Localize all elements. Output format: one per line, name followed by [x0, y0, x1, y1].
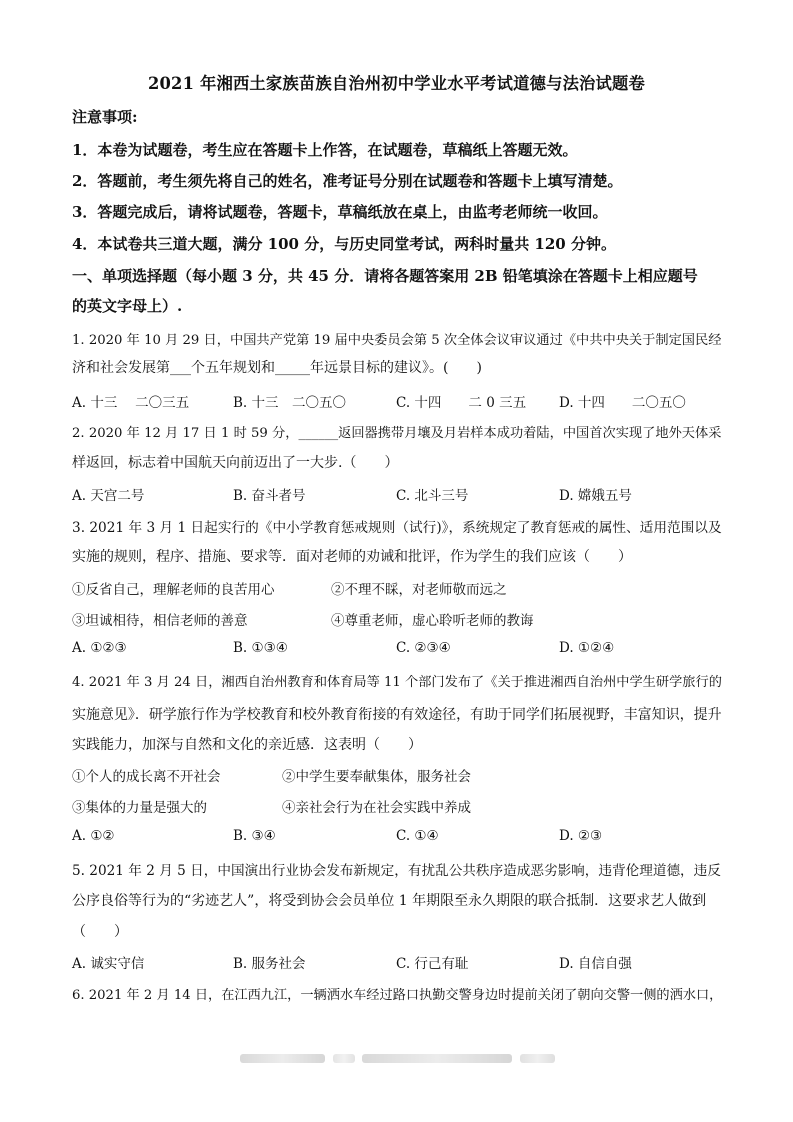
question-2-option-a: A. 天宫二号	[72, 488, 145, 504]
question-1-stem: 1. 2020 年 10 月 29 日，中国共产党第 19 届中央委员会第 5 次全体会议审议通过《中共中央关于制定国民经	[72, 333, 722, 348]
question-4-stem: 4. 2021 年 3 月 24 日，湘西自治州教育和体育局等 11 个部门发布了《关于推进湘西自治州中学生研学旅行的	[72, 675, 722, 690]
question-4-option-d: D. ②③	[559, 828, 603, 844]
question-5-option-a: A. 诚实守信	[72, 956, 145, 972]
question-3-stem-cont: 实施的规则，程序、措施、要求等．面对老师的劝诫和批评，作为学生的我们应该（ ）	[72, 549, 632, 565]
question-3-statement: ②不理不睬，对老师敬而远之	[331, 582, 507, 598]
question-3-option-c: C. ②③④	[396, 640, 451, 656]
question-1-option-d: D. 十四 二〇五〇	[559, 395, 686, 411]
question-4-stem-cont: 实施意见》．研学旅行作为学校教育和校外教育衔接的有效途径，有助于同学们拓展视野，丰富知识，提升	[72, 707, 722, 723]
question-1-option-b: B. 十三 二〇五〇	[233, 395, 347, 411]
question-5-stem-cont: （ ）	[72, 924, 128, 940]
question-4-option-b: B. ③④	[233, 828, 276, 844]
section-heading: 一、单项选择题（每小题 3 分，共 45 分．请将各题答案用 2B 铅笔填涂在答题卡上相应题号	[72, 267, 698, 285]
question-1-stem-cont: 济和社会发展第___个五年规划和_____年远景目标的建议》。( )	[72, 360, 482, 376]
question-2-stem-cont: 样返回，标志着中国航天向前迈出了一大步.（ ）	[72, 455, 399, 471]
question-3-option-b: B. ①③④	[233, 640, 288, 656]
question-4-statement: ④亲社会行为在社会实践中养成	[282, 800, 471, 816]
question-4-option-a: A. ①②	[72, 828, 115, 844]
question-2-stem: 2. 2020 年 12 月 17 日 1 时 59 分，______返回器携带月壤及月岩样本成功着陆，中国首次实现了地外天体采	[72, 426, 722, 441]
question-2-option-c: C. 北斗三号	[396, 488, 469, 504]
question-6-stem: 6. 2021 年 2 月 14 日，在江西九江，一辆洒水车经过路口执勤交警身边时提前关闭了朝向交警一侧的洒水口，	[72, 988, 723, 1003]
question-3-stem: 3. 2021 年 3 月 1 日起实行的《中小学教育惩戒规则（试行)》，系统规定了教育惩戒的属性、适用范围以及	[72, 520, 722, 536]
question-5-option-c: C. 行己有耻	[396, 956, 469, 972]
question-4-option-c: C. ①④	[396, 828, 439, 844]
notice-item: 3．答题完成后，请将试题卷，答题卡，草稿纸放在桌上，由监考老师统一收回。	[72, 203, 608, 221]
question-3-statement: ③坦诚相待，相信老师的善意	[72, 613, 248, 629]
notice-item: 2．答题前，考生须先将自己的姓名，准考证号分别在试题卷和答题卡上填写清楚。	[72, 172, 623, 190]
question-4-statement: ②中学生要奉献集体，服务社会	[282, 769, 471, 785]
question-3-option-d: D. ①②④	[559, 640, 615, 656]
notice-heading: 注意事项:	[72, 108, 138, 126]
notice-item: 1．本卷为试题卷，考生应在答题卡上作答，在试题卷，草稿纸上答题无效。	[72, 141, 578, 159]
exam-title: 2021 年湘西土家族苗族自治州初中学业水平考试道德与法治试题卷	[148, 74, 645, 93]
question-3-statement: ④尊重老师，虚心聆听老师的教诲	[331, 613, 534, 629]
question-5-stem: 5. 2021 年 2 月 5 日，中国演出行业协会发布新规定，有扰乱公共秩序造成恶劣影响，违背伦理道德，违反	[72, 863, 721, 879]
question-4-statement: ③集体的力量是强大的	[72, 800, 207, 816]
question-4-statement: ①个人的成长离不开社会	[72, 769, 221, 785]
question-5-option-b: B. 服务社会	[233, 956, 306, 972]
question-1-option-a: A. 十三 二〇三五	[72, 395, 190, 411]
section-heading-cont: 的英文字母上）.	[72, 297, 183, 315]
question-4-stem-cont: 实践能力，加深与自然和文化的亲近感．这表明（ ）	[72, 737, 422, 753]
question-2-option-b: B. 奋斗者号	[233, 488, 306, 504]
question-1-option-c: C. 十四 二 0 三五	[396, 395, 527, 411]
question-3-option-a: A. ①②③	[72, 640, 127, 656]
question-3-statement: ①反省自己，理解老师的良苦用心	[72, 582, 275, 598]
question-5-stem-cont: 公序良俗等行为的“劣迹艺人”，将受到协会会员单位 1 年期限至永久期限的联合抵制．这要求艺人做到	[72, 893, 707, 909]
notice-item: 4．本试卷共三道大题，满分 100 分，与历史同堂考试，两科时量共 120 分钟。	[72, 235, 616, 253]
question-5-option-d: D. 自信自强	[559, 956, 632, 972]
question-2-option-d: D. 嫦娥五号	[559, 488, 632, 504]
